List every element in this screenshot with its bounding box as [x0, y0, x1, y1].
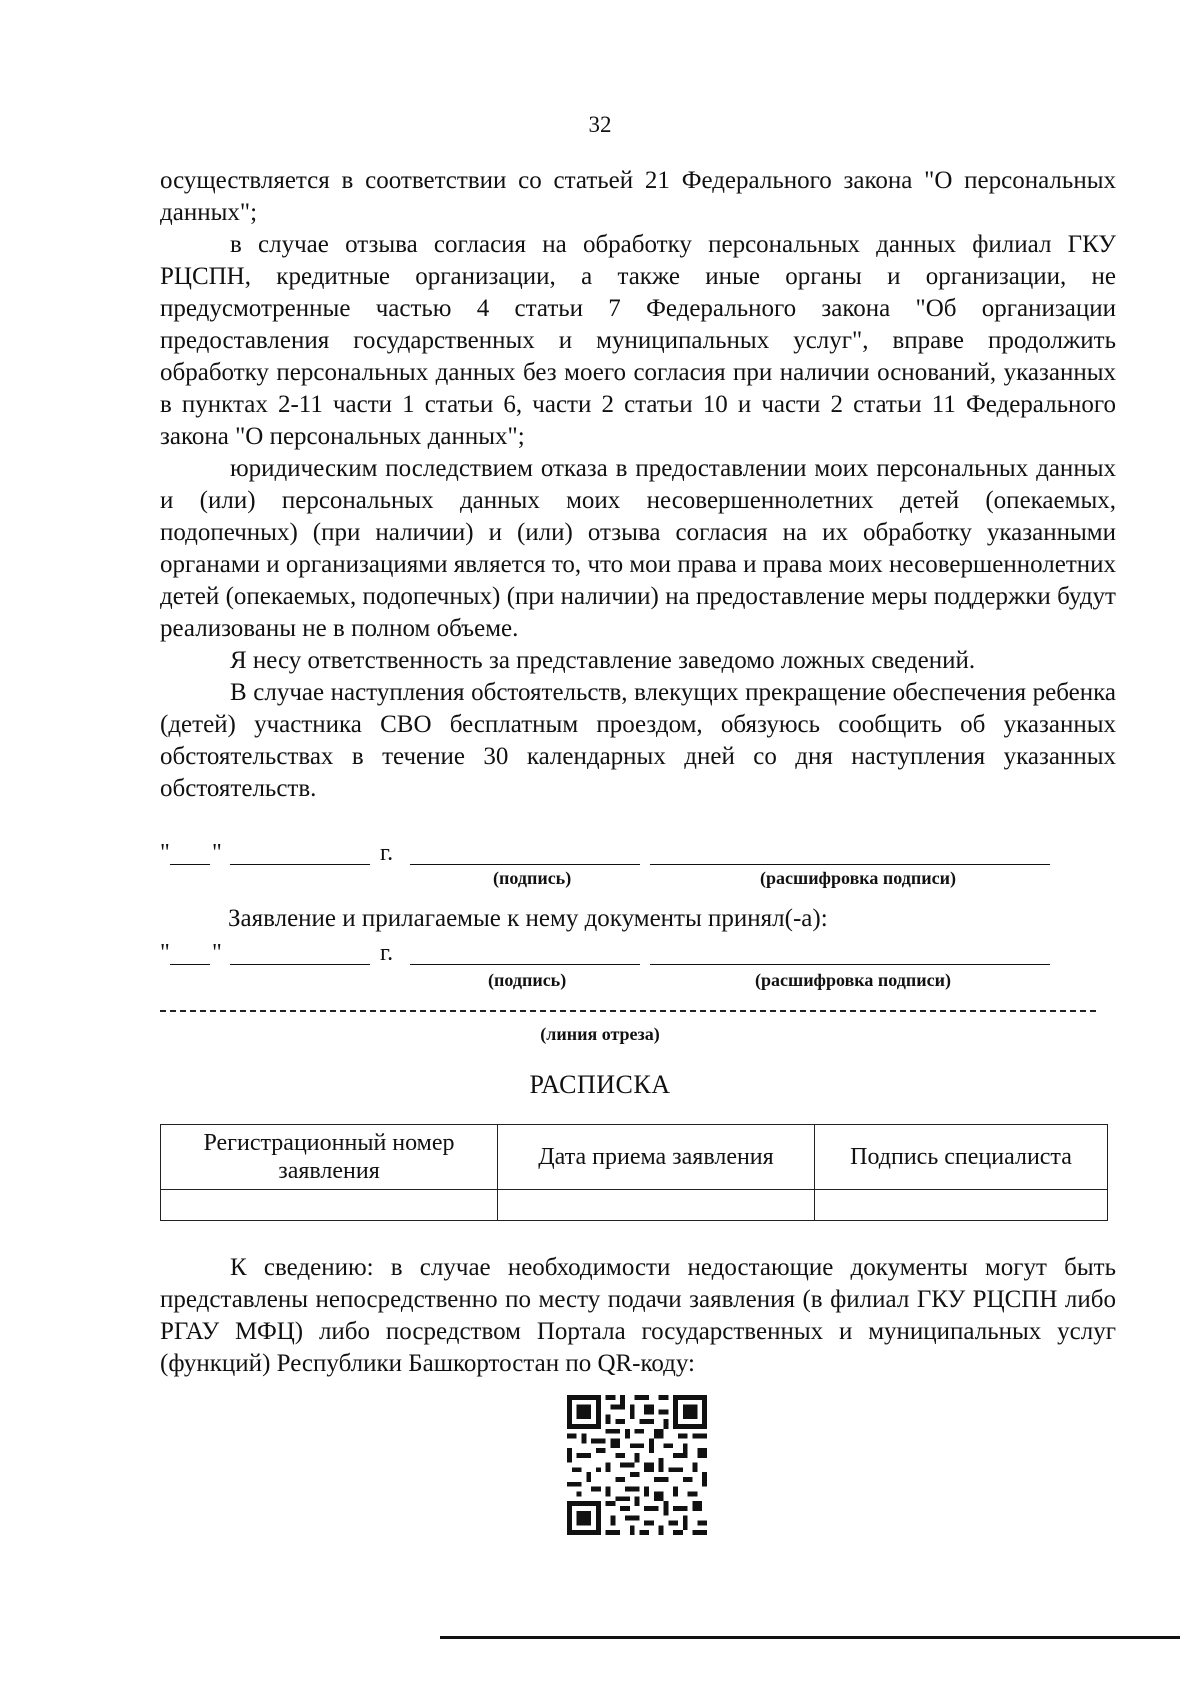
cut-line — [160, 1010, 1096, 1012]
month-blank[interactable] — [230, 840, 370, 865]
cut-line-caption: (линия отреза) — [540, 1024, 660, 1044]
year-label: г. — [380, 840, 394, 866]
year-label: г. — [380, 940, 394, 966]
paragraph: в случае отзыва согласия на обработку персональных данных филиал ГКУ РЦСПН, кредитные организации, а также иные органы и организации, не предусмотренные частью 4 статьи 7 Федерального закона "Об организации предоставления государственных и муниципальных услуг", вправе продолжить обработку персональных данных без моего согласия при наличии оснований, указанных в пунктах 2-11 части 1 статьи 6, части 2 статьи 10 и части 2 статьи 11 Федерального закона "О персональных данных"; — [160, 231, 1116, 450]
quote-open: " — [160, 940, 170, 966]
specialist-signature-header: Подпись специалиста — [815, 1125, 1108, 1190]
registration-number-cell[interactable] — [161, 1190, 498, 1221]
paragraph: Я несу ответственность за представление заведомо ложных сведений. — [230, 647, 976, 674]
month-blank[interactable] — [230, 940, 370, 965]
signature-decryption-caption: (расшифровка подписи) — [755, 970, 951, 990]
body-text — [160, 165, 1116, 805]
quote-close: " — [212, 840, 222, 866]
paragraph: юридическим последствием отказа в предоставлении моих персональных данных и (или) персональных данных моих несовершеннолетних детей (опекаемых, подопечных) (при наличии) и (или) отзыва согласия на их обработку указанными органами и организациями является то, что мои права и права моих несовершеннолетних детей (опекаемых, подопечных) (при наличии) на предоставление меры поддержки будут реализованы не в полном объеме. — [160, 455, 1116, 642]
signature-decryption-caption: (расшифровка подписи) — [760, 868, 956, 888]
paragraph: В случае наступления обстоятельств, влекущих прекращение обеспечения ребенка (детей) участника СВО бесплатным проездом, обязуюсь сообщить об указанных обстоятельствах в течение 30 календарных дней со дня наступления указанных обстоятельств. — [160, 679, 1116, 802]
notice-text: К сведению: в случае необходимости недостающие документы могут быть представлены непосредственно по месту подачи заявления (в филиал ГКУ РЦСПН либо РГАУ МФЦ) либо посредством Портала государственных и муниципальных услуг (функций) Республики Башкортостан по QR-коду: — [160, 1254, 1116, 1377]
application-date-cell[interactable] — [498, 1190, 815, 1221]
page-number: 32 — [588, 112, 612, 137]
paragraph: осуществляется в соответствии со статьей 21 Федерального закона "О персональных данных"; — [160, 167, 1116, 226]
quote-close: " — [212, 940, 222, 966]
accepted-label: Заявление и прилагаемые к нему документы принял(-а): — [228, 905, 828, 932]
day-blank[interactable] — [170, 940, 210, 965]
signature-blank[interactable] — [410, 940, 640, 965]
specialist-signature-cell[interactable] — [815, 1190, 1108, 1221]
application-date-header: Дата приема заявления — [498, 1125, 815, 1190]
receipt-header-row — [161, 1125, 1108, 1190]
receipt-entry-row — [161, 1190, 1108, 1221]
qr-code-icon[interactable] — [567, 1395, 707, 1535]
quote-open: " — [160, 840, 170, 866]
signature-blank[interactable] — [410, 840, 640, 865]
registration-number-header: Регистрационный номер заявления — [161, 1125, 498, 1190]
receipt-table — [160, 1124, 1108, 1221]
bottom-rule — [440, 1636, 1180, 1639]
signature-caption: (подпись) — [493, 868, 572, 888]
day-blank[interactable] — [170, 840, 210, 865]
signature-decryption-blank[interactable] — [650, 840, 1050, 865]
receipt-title: РАСПИСКА — [529, 1070, 671, 1099]
signature-caption: (подпись) — [488, 970, 567, 990]
signature-decryption-blank[interactable] — [650, 940, 1050, 965]
